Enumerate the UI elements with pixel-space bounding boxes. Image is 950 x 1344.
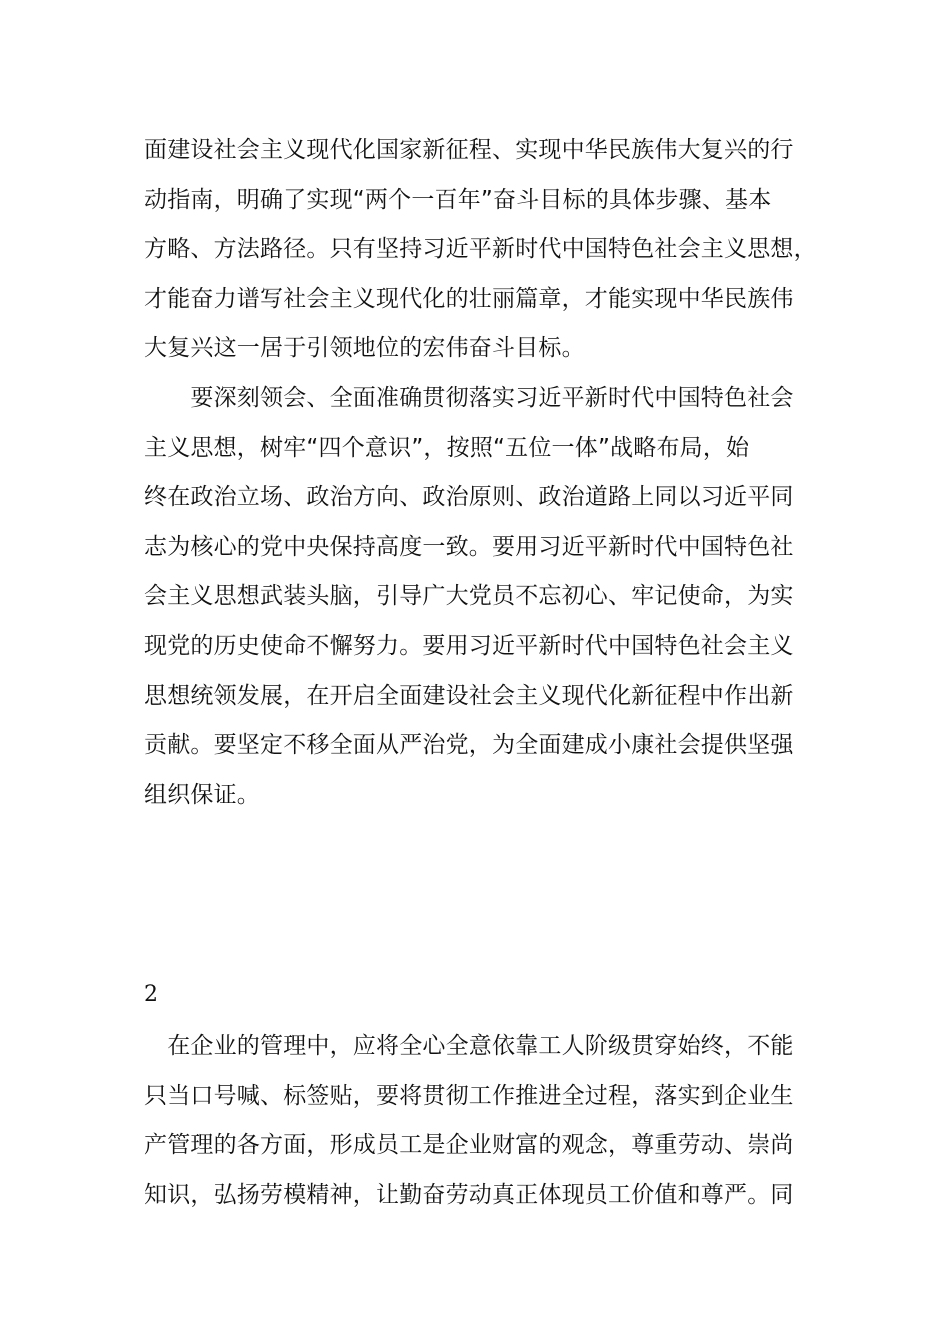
- text-line: 动指南，明确了实现“两个一百年”奋斗目标的具体步骤、基本: [144, 186, 772, 213]
- text-line: 贡献。要坚定不移全面从严治党，为全面建成小康社会提供坚强: [144, 732, 794, 759]
- text-line: 要深刻领会、全面准确贯彻落实习近平新时代中国特色社会: [144, 385, 794, 411]
- text-line: 才能奋力谱写社会主义现代化的壮丽篇章，才能实现中华民族伟: [144, 285, 794, 312]
- text-line: 方略、方法路径。只有坚持习近平新时代中国特色社会主义思想，: [144, 236, 817, 263]
- text-line: 会主义思想武装头脑，引导广大党员不忘初心、牢记使命，为实: [144, 583, 794, 610]
- text-line: 主义思想，树牢“四个意识”，按照“五位一体”战略布局，始: [144, 434, 750, 461]
- text-line: 现党的历史使命不懈努力。要用习近平新时代中国特色社会主义: [144, 632, 794, 659]
- paragraph-2: [144, 374, 804, 820]
- text-line: 思想统领发展，在开启全面建设社会主义现代化新征程中作出新: [144, 682, 794, 709]
- text-line: 志为核心的党中央保持高度一致。要用习近平新时代中国特色社: [144, 533, 794, 560]
- text-line: 只当口号喊、标签贴，要将贯彻工作推进全过程，落实到企业生: [144, 1082, 794, 1109]
- text-line: 在企业的管理中，应将全心全意依靠工人阶级贯穿始终，不能: [144, 1033, 794, 1059]
- text-line: 组织保证。: [144, 781, 260, 808]
- text-line: 知识，弘扬劳模精神，让勤奋劳动真正体现员工价值和尊严。同: [144, 1181, 794, 1208]
- paragraph-1: [144, 126, 817, 374]
- page-number: 2: [144, 982, 158, 1007]
- text-line: 面建设社会主义现代化国家新征程、实现中华民族伟大复兴的行: [144, 137, 794, 163]
- text-line: 大复兴这一居于引领地位的宏伟奋斗目标。: [144, 335, 585, 362]
- text-line: 产管理的各方面，形成员工是企业财富的观念，尊重劳动、崇尚: [144, 1132, 794, 1159]
- paragraph-3: [144, 1022, 804, 1220]
- text-line: 终在政治立场、政治方向、政治原则、政治道路上同以习近平同: [144, 484, 794, 511]
